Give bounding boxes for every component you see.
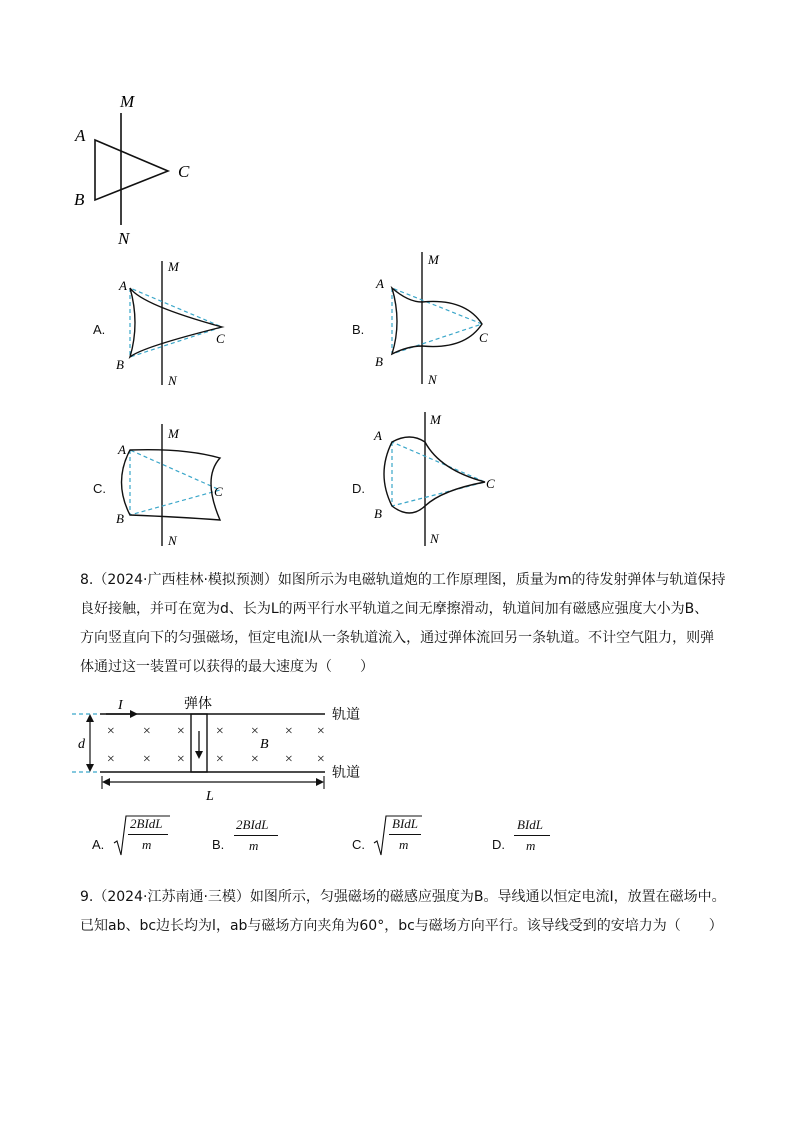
label-A: A [118,442,126,457]
fraction-numerator: 2BIdL [236,817,269,832]
fraction-denominator: m [142,837,152,852]
option-d-label[interactable]: D. [352,481,365,496]
question-9-line-1: 9.（2024·江苏南通·三模）如图所示，匀强磁场的磁感应强度为B。导线通以恒定电流I，放置在磁场中。 [80,889,726,905]
fraction-numerator: 2BIdL [130,816,163,831]
label-C: C [486,476,495,491]
label-A: A [376,276,384,291]
fraction-denominator: m [399,837,409,852]
question-8-line-3: 方向竖直向下的匀强磁场，恒定电流I从一条轨道流入，通过弹体流回另一条轨道。不计空气阻力，则弹 [80,630,715,646]
fraction-denominator: m [249,838,259,853]
label-M: M [120,92,135,111]
label-C: C [216,331,225,346]
width-label: d [78,737,85,752]
label-N: N [118,229,130,248]
label-N: N [168,533,177,548]
field-cross: × [215,724,225,739]
railgun-figure [70,693,380,805]
field-cross: × [250,752,260,767]
field-cross: × [215,752,225,767]
label-B: B [74,190,85,209]
field-cross: × [142,752,152,767]
label-B: B [116,511,124,526]
option-c-label[interactable]: C. [93,481,106,496]
field-cross: × [316,752,326,767]
label-N: N [168,373,177,388]
fraction-bar [389,834,421,835]
fraction-bar [514,835,550,836]
label-C: C [479,330,488,345]
main-triangle-figure [60,85,220,250]
option-letter: C. [352,837,365,852]
field-cross: × [284,752,294,767]
option-c-figure[interactable] [110,420,240,550]
fraction-numerator: BIdL [392,816,418,831]
question-8-text [80,566,770,682]
fraction-bar [128,834,168,835]
fraction-numerator: BIdL [517,817,543,832]
question-8-line-1: 8.（2024·广西桂林·模拟预测）如图所示为电磁轨道炮的工作原理图，质量为m的待发射弹体与轨道保持 [80,572,726,588]
label-C: C [214,484,223,499]
label-B: B [375,354,383,369]
field-cross: × [250,724,260,739]
rail-top-label: 轨道 [332,707,360,723]
field-cross: × [106,752,116,767]
fraction-denominator: m [526,838,536,853]
label-M: M [430,412,441,427]
field-cross: × [142,724,152,739]
field-label: B [260,737,269,752]
question-8-line-4: 体通过这一装置可以获得的最大速度为（ ） [80,659,374,675]
length-label: L [206,789,214,804]
option-b-figure[interactable] [370,250,510,390]
label-A: A [75,126,86,145]
label-M: M [168,259,179,274]
option-a-figure[interactable] [110,255,240,390]
question-8-line-2: 良好接触，并可在宽为d、长为L的两平行水平轨道之间无摩擦滑动，轨道间加有磁感应强度大小为B、 [80,601,709,617]
label-A: A [119,278,127,293]
option-b-label[interactable]: B. [352,322,365,337]
current-label: I [118,698,123,713]
rail-bottom-label: 轨道 [332,765,360,781]
label-B: B [374,506,382,521]
projectile-label: 弹体 [184,696,212,712]
label-C: C [178,162,190,181]
option-letter: A. [92,837,105,852]
label-M: M [428,252,439,267]
question-9-line-2: 已知ab、bc边长均为l，ab与磁场方向夹角为60°，bc与磁场方向平行。该导线受到的安培力为（ ） [80,918,723,934]
option-d-figure[interactable] [370,410,510,550]
field-cross: × [106,724,116,739]
field-cross: × [176,724,186,739]
fraction-bar [234,835,278,836]
option-a-label[interactable]: A. [93,322,106,337]
label-B: B [116,357,124,372]
field-cross: × [316,724,326,739]
question-9-text [80,883,770,941]
option-letter: D. [492,837,505,852]
label-N: N [428,372,437,387]
label-A: A [374,428,382,443]
option-letter: B. [212,837,225,852]
field-cross: × [176,752,186,767]
label-N: N [430,531,439,546]
label-M: M [168,426,179,441]
field-cross: × [284,724,294,739]
